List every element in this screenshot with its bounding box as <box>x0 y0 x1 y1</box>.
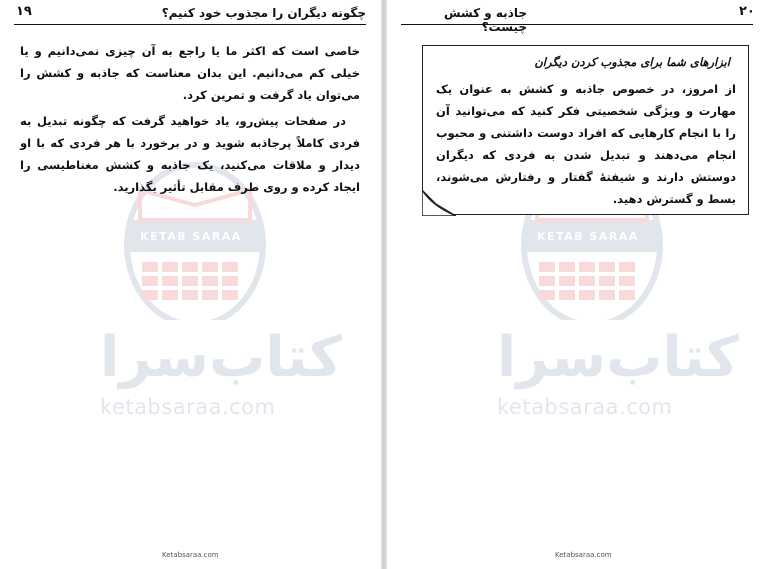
left-header-rule <box>14 24 366 25</box>
watermark-book-label: KETAB SARAA <box>537 230 639 243</box>
watermark-book-label: KETAB SARAA <box>140 230 242 243</box>
watermark-url: ketabsaraa.com <box>100 395 276 419</box>
right-page-number: ۲۰ <box>739 4 755 19</box>
right-page-footer: Ketabsaraa.com <box>555 551 612 559</box>
paragraph: خاصی است که اکثر ما یا راجع به آن چیزی نمی‌دانیم و یا خیلی کم می‌دانیم. این بدان معناست که جاذبه و کشش را می‌توان یاد گرفت و تمرین کرد. <box>20 44 360 102</box>
right-header-rule <box>401 24 753 25</box>
tip-box <box>422 45 749 215</box>
page-curl-icon <box>422 190 456 216</box>
left-page-number: ۱۹ <box>16 4 32 19</box>
watermark-logo-text: کتاب‌سرا <box>497 325 739 390</box>
paragraph: در صفحات پیش‌رو، یاد خواهید گرفت که چگونه تبدیل به فردی کاملاً پرجاذبه شوید و در برخورد با هر فردی که با او دیدار و ملاقات می‌کنید، یک جاذبه و کشش مغناطیسی را ایجاد کرده و روی طرف مقابل تأثیر بگذارید. <box>20 114 360 194</box>
watermark-logo-text: کتاب‌سرا <box>100 325 342 390</box>
left-page-header: چگونه دیگران را مجذوب خود کنیم؟ <box>161 6 366 20</box>
left-page-footer: Ketabsaraa.com <box>162 551 219 559</box>
watermark-url: ketabsaraa.com <box>497 395 673 419</box>
right-page-header: جاذبه و کشش چیست؟ <box>443 6 527 34</box>
tip-box-text: از امروز، در خصوص جاذبه و کشش به عنوان یک مهارت و ویژگی شخصیتی فکر کنید که می‌توانید آن را با انجام کارهایی که افراد دوست داشتنی و محبوب انجام می‌دهند و تبدیل شدن به فردی که دیگران دوستش دارند و شیفتهٔ گفتار و رفتارش می‌شوند، بسط و گسترش دهید. <box>436 82 736 206</box>
left-page <box>0 0 381 569</box>
tip-box-title: ابزارهای شما برای مجذوب کردن دیگران <box>534 55 730 69</box>
left-page-body <box>20 40 360 202</box>
